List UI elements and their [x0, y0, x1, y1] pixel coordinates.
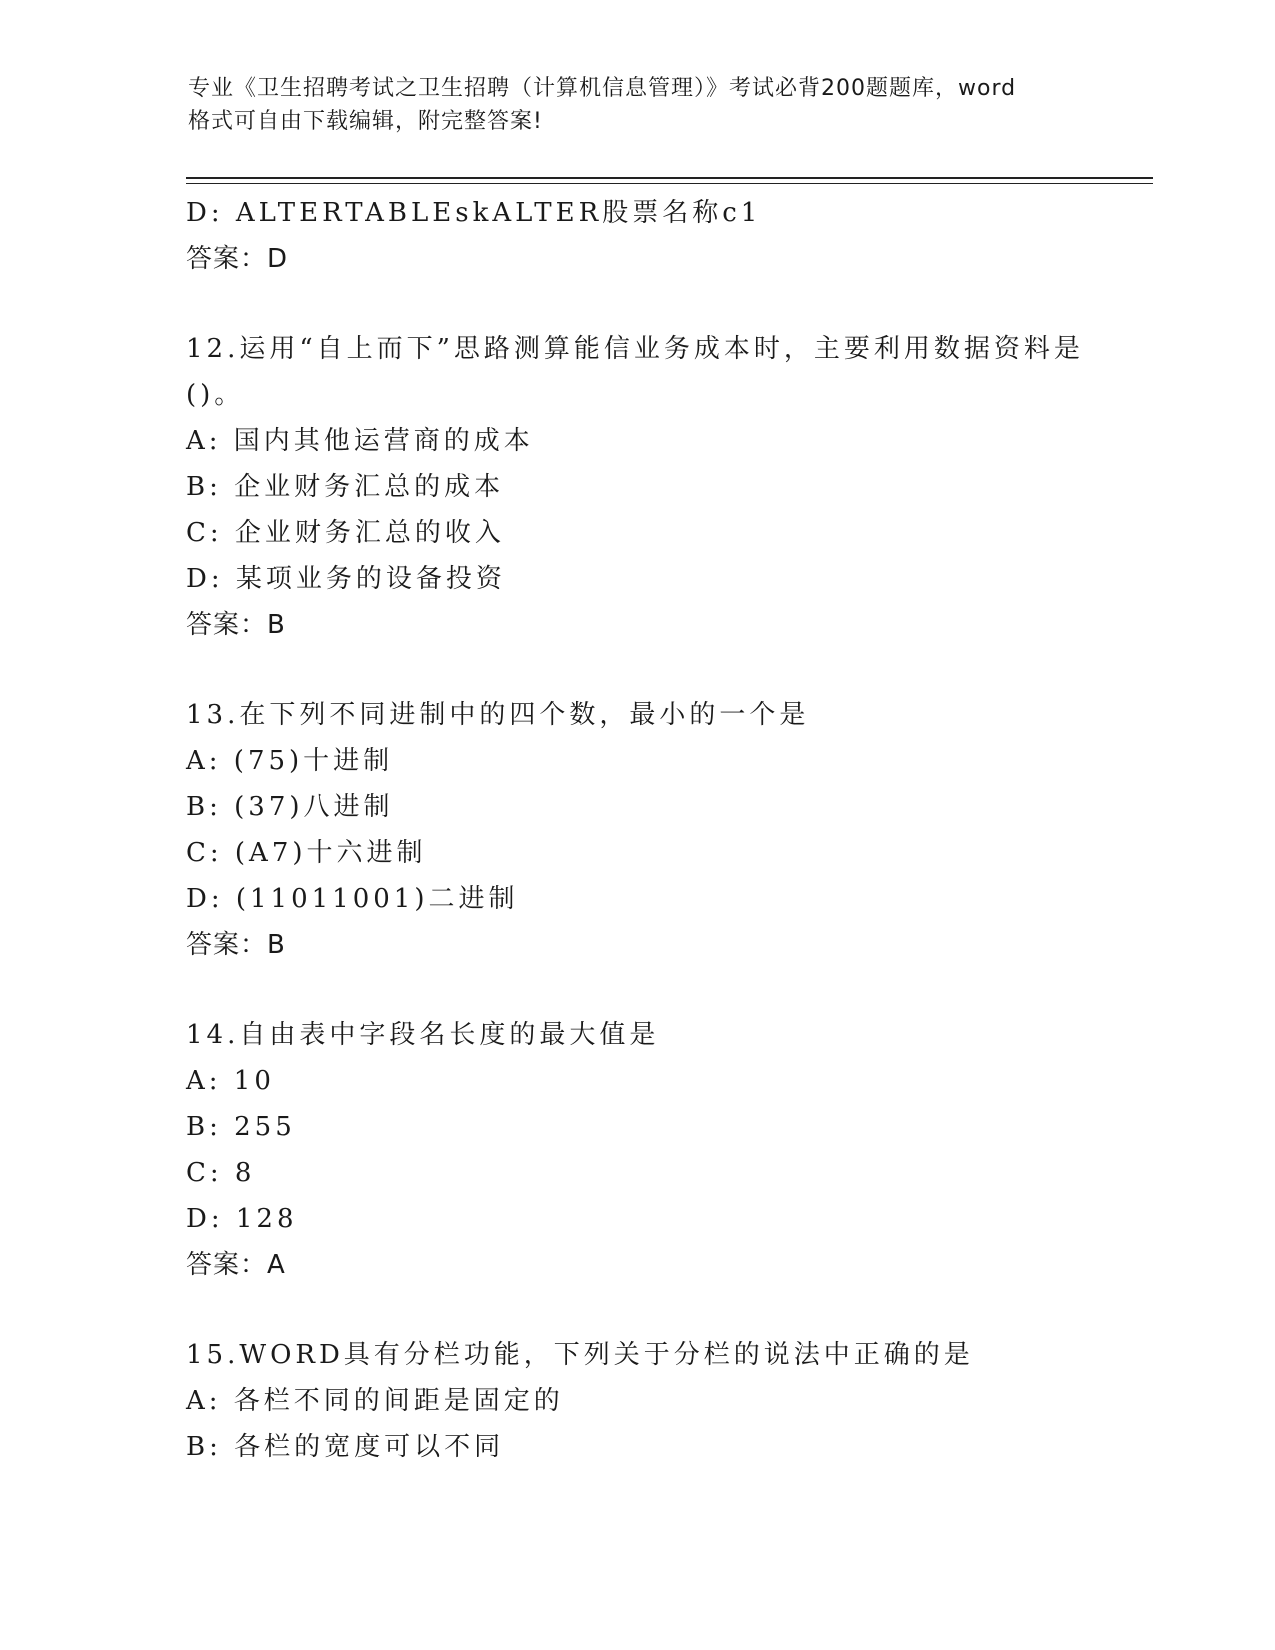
question-15-option-a: A: 各栏不同的间距是固定的: [186, 1386, 564, 1416]
question-14-option-a: A: 10: [186, 1066, 275, 1096]
question-12-text-1: 12.运用“自上而下”思路测算能信业务成本时，主要利用数据资料是: [186, 334, 1084, 364]
question-12-option-a: A: 国内其他运营商的成本: [186, 426, 534, 456]
question-13: [186, 692, 1136, 968]
question-12-option-b: B: 企业财务汇总的成本: [186, 472, 505, 502]
document-header: [188, 72, 1108, 138]
question-13-text: 13.在下列不同进制中的四个数，最小的一个是: [186, 700, 810, 730]
question-14: [186, 1012, 1136, 1288]
question-14-option-d: D: 128: [186, 1204, 298, 1234]
question-13-answer: 答案：B: [186, 930, 286, 960]
question-12: [186, 326, 1136, 648]
header-rule-thin: [186, 183, 1153, 184]
question-list: [186, 190, 1136, 1470]
question-13-option-b: B: (37)八进制: [186, 792, 394, 822]
question-12-option-d: D: 某项业务的设备投资: [186, 564, 506, 594]
question-15-text: 15.WORD具有分栏功能，下列关于分栏的说法中正确的是: [186, 1340, 974, 1370]
question-13-option-a: A: (75)十进制: [186, 746, 394, 776]
question-14-answer: 答案：A: [186, 1250, 286, 1280]
spacer: [186, 282, 1136, 326]
question-14-text: 14.自由表中字段名长度的最大值是: [186, 1020, 660, 1050]
spacer: [186, 1288, 1136, 1332]
question-15: [186, 1332, 1136, 1470]
prev-option-d: D: ALTERTABLEskALTER股票名称c1: [186, 198, 762, 228]
spacer: [186, 968, 1136, 1012]
question-13-option-d: D: (11011001)二进制: [186, 884, 519, 914]
header-line-2: 格式可自由下载编辑，附完整答案!: [188, 109, 543, 134]
spacer: [186, 648, 1136, 692]
header-line-1: 专业《卫生招聘考试之卫生招聘（计算机信息管理）》考试必背200题题库，word: [188, 76, 1017, 101]
question-12-option-c: C: 企业财务汇总的收入: [186, 518, 505, 548]
header-rule-thick: [186, 177, 1153, 179]
question-12-text-2: ()。: [186, 380, 245, 410]
question-14-option-c: C: 8: [186, 1158, 256, 1188]
question-12-answer: 答案：B: [186, 610, 286, 640]
question-14-option-b: B: 255: [186, 1112, 296, 1142]
question-13-option-c: C: (A7)十六进制: [186, 838, 427, 868]
question-15-option-b: B: 各栏的宽度可以不同: [186, 1432, 505, 1462]
prev-answer: 答案：D: [186, 244, 289, 274]
